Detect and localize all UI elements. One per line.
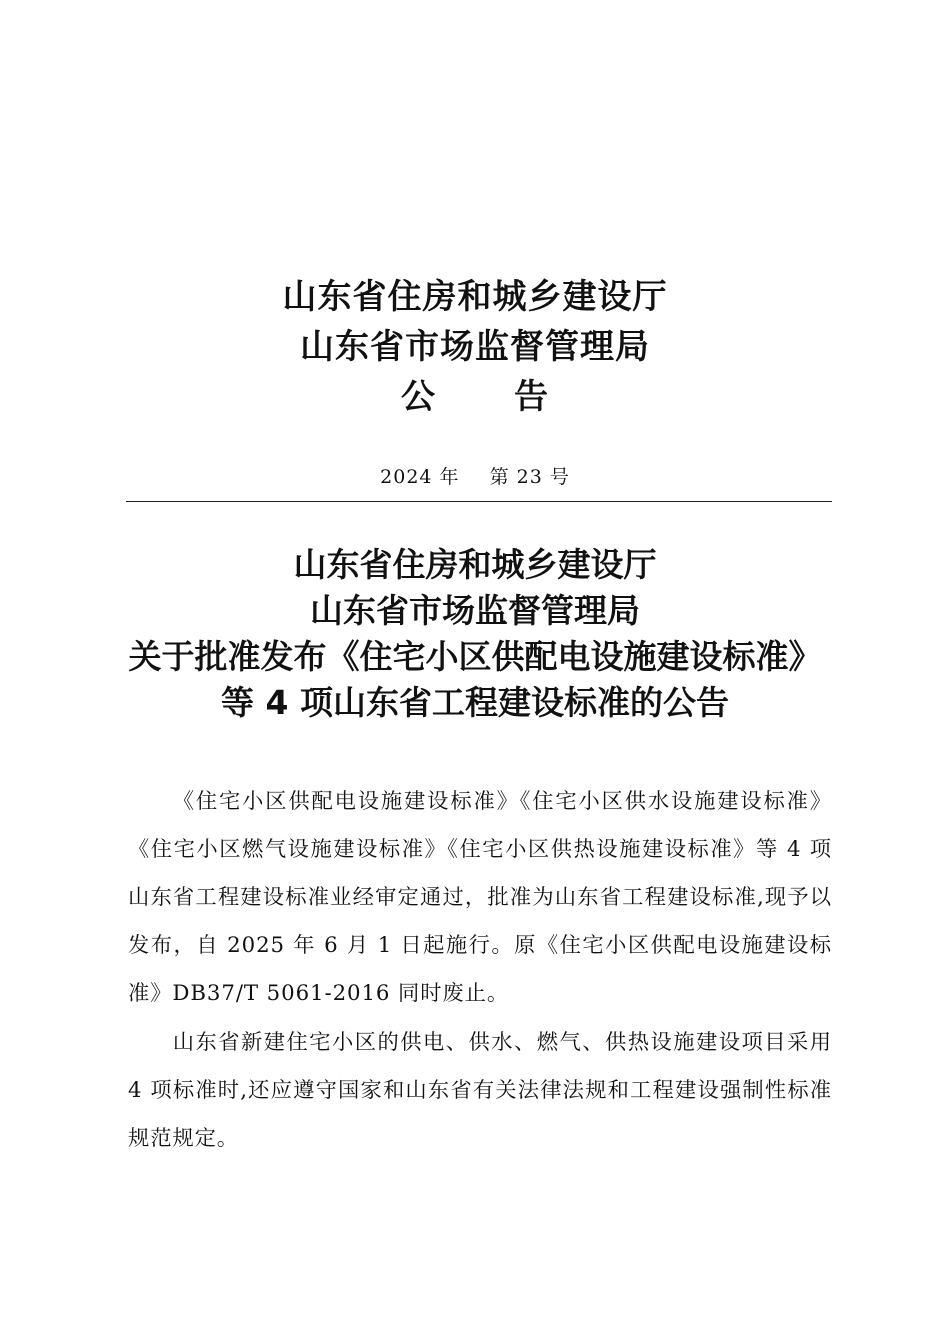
header-divider <box>126 501 832 502</box>
title-line-4: 等 4 项山东省工程建设标准的公告 <box>221 683 729 722</box>
announcement-title <box>0 542 950 726</box>
document-issue-number: 第 23 号 <box>489 466 570 488</box>
issuer-name-2: 山东省市场监督管理局 <box>300 327 650 367</box>
document-type-char-1: 公 <box>401 377 436 417</box>
title-line-2: 山东省市场监督管理局 <box>310 591 640 630</box>
body-paragraph-1-container <box>128 778 832 1018</box>
document-type <box>0 372 950 422</box>
document-number <box>0 462 950 492</box>
body-paragraph-2: 山东省新建住宅小区的供电、供水、燃气、供热设施建设项目采用 4 项标准时,还应遵守国家和山东省有关法律法规和工程建设强制性标准规范规定。 <box>128 1030 832 1151</box>
title-line-3: 关于批准发布《住宅小区供配电设施建设标准》 <box>128 637 822 676</box>
document-header <box>0 272 950 422</box>
body-paragraph-1: 《住宅小区供配电设施建设标准》《住宅小区供水设施建设标准》《住宅小区燃气设施建设标准》《住宅小区供热设施建设标准》等 4 项山东省工程建设标准业经审定通过，批准为山东省工程建设标准,现予以发布，自 2025 年 6 月 1 日起施行。原《住宅小区供配电设施建设标准》DB37/T 5061-2016 同时废止。 <box>128 789 832 1006</box>
document-year: 2024 年 <box>380 466 460 488</box>
title-line-1: 山东省住房和城乡建设厅 <box>293 545 657 584</box>
document-type-char-2: 告 <box>514 377 549 417</box>
body-paragraph-2-container <box>128 1019 832 1163</box>
issuer-name-1: 山东省住房和城乡建设厅 <box>282 277 668 317</box>
